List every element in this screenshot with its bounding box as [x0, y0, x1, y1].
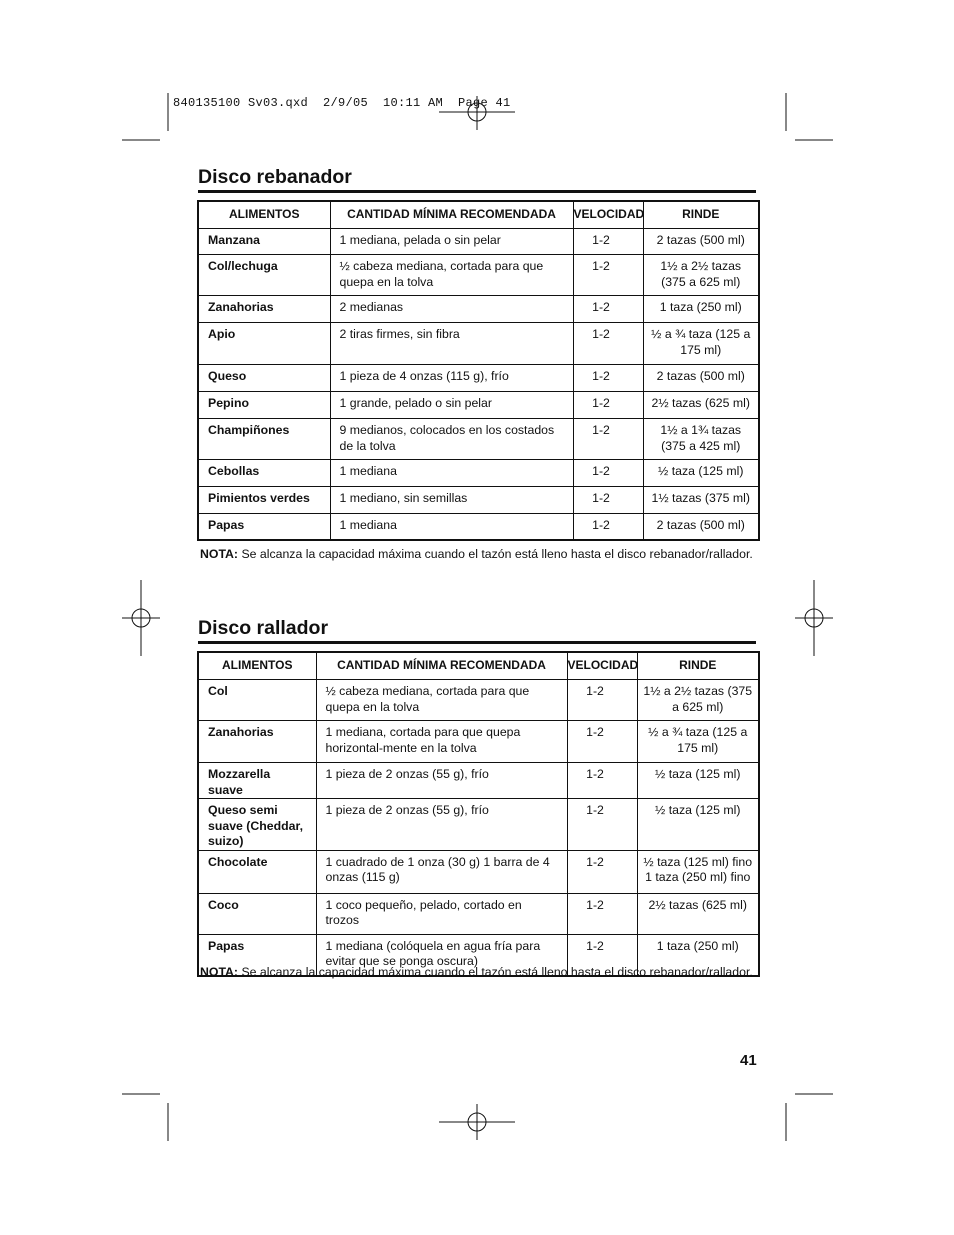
- speed-text: 1-2: [592, 259, 610, 273]
- cell-quantity: [330, 296, 573, 323]
- food-text: Mozzarella suave: [208, 767, 271, 797]
- cell-yield: [643, 296, 759, 323]
- note-text: Se alcanza la capacidad máxima cuando el tazón está lleno hasta el disco rebanador/rallador.: [238, 547, 753, 561]
- cell-yield: [643, 514, 759, 540]
- cell-food: [198, 680, 316, 721]
- registration-mark-right: [795, 580, 833, 656]
- slicing-note: [200, 547, 753, 561]
- cell-food: [198, 419, 330, 460]
- table-row: [198, 721, 759, 763]
- cell-speed: [573, 392, 643, 419]
- grating-table-body: [198, 680, 759, 977]
- speed-text: 1-2: [592, 491, 610, 505]
- cell-quantity: [330, 419, 573, 460]
- food-text: Queso: [208, 369, 247, 383]
- cell-speed: [567, 680, 637, 721]
- cell-quantity: [316, 680, 567, 721]
- cell-food: [198, 365, 330, 392]
- yield-text: 1½ tazas (375 ml): [651, 491, 750, 505]
- cell-food: [198, 296, 330, 323]
- cell-food: [198, 763, 316, 799]
- quantity-text: 1 pieza de 2 onzas (55 g), frío: [325, 803, 489, 817]
- food-text: Chocolate: [208, 854, 268, 869]
- cell-speed: [567, 850, 637, 893]
- column-header-quantity: CANTIDAD MÍNIMA RECOMENDADA: [316, 652, 567, 680]
- cell-quantity: [330, 323, 573, 365]
- cell-yield: [643, 255, 759, 296]
- cell-speed: [573, 255, 643, 296]
- cell-food: [198, 514, 330, 540]
- yield-text: ½ taza (125 ml): [655, 803, 741, 817]
- cell-yield: [637, 893, 759, 934]
- cell-yield: [643, 392, 759, 419]
- food-text: Zanahorias: [208, 300, 274, 314]
- quantity-text: 1 cuadrado de 1 onza (30 g) 1 barra de 4 onzas (115 g): [325, 854, 550, 884]
- cell-quantity: [316, 721, 567, 763]
- cell-food: [198, 487, 330, 514]
- table-row: [198, 229, 759, 255]
- table-row: [198, 255, 759, 296]
- yield-text: 1½ a 2½ tazas (375 a 625 ml): [660, 259, 742, 289]
- cell-speed: [573, 514, 643, 540]
- cell-quantity: [316, 893, 567, 934]
- cell-food: [198, 850, 316, 893]
- speed-text: 1-2: [586, 803, 604, 817]
- page-number: 41: [740, 1052, 757, 1069]
- cell-quantity: [316, 850, 567, 893]
- food-text: Col: [208, 684, 228, 698]
- yield-text: ½ taza (125 ml): [658, 464, 744, 478]
- speed-text: 1-2: [586, 767, 604, 781]
- food-text: Coco: [208, 897, 239, 912]
- quantity-text: 1 mediana, pelada o sin pelar: [339, 233, 501, 247]
- quantity-text: 1 grande, pelado o sin pelar: [339, 396, 492, 410]
- yield-text: 2 tazas (500 ml): [656, 233, 745, 247]
- note-text: Se alcanza la capacidad máxima cuando el tazón está lleno hasta el disco rebanador/rallador.: [238, 965, 753, 979]
- speed-text: 1-2: [592, 396, 610, 410]
- cell-speed: [573, 365, 643, 392]
- grating-title-rule: [198, 641, 756, 644]
- cell-speed: [573, 229, 643, 255]
- table-row: [198, 419, 759, 460]
- cell-quantity: [316, 799, 567, 851]
- cell-speed: [573, 323, 643, 365]
- cell-quantity: [330, 365, 573, 392]
- table-row: [198, 323, 759, 365]
- cell-speed: [567, 893, 637, 934]
- food-text: Pepino: [208, 396, 249, 410]
- yield-text: 1 taza (250 ml): [659, 300, 742, 314]
- slicing-table-body: [198, 229, 759, 540]
- food-text: Cebollas: [208, 464, 260, 478]
- column-header-food: ALIMENTOS: [198, 652, 316, 680]
- quantity-text: 1 mediana (colóquela en agua fría para evitar que se ponga oscura): [325, 938, 541, 968]
- quantity-text: 1 pieza de 2 onzas (55 g), frío: [325, 767, 489, 781]
- quantity-text: 9 medianos, colocados en los costados de la tolva: [339, 423, 555, 453]
- column-header-speed: VELOCIDAD: [567, 652, 637, 680]
- table-row: [198, 893, 759, 934]
- grating-table: [197, 651, 760, 977]
- food-text: Col/lechuga: [208, 259, 278, 273]
- slicing-disc-title: Disco rebanador: [198, 166, 352, 188]
- speed-text: 1-2: [592, 369, 610, 383]
- table-row: [198, 763, 759, 799]
- quantity-text: 1 mediana, cortada para que quepa horizontal-mente en la tolva: [325, 725, 521, 755]
- speed-text: 1-2: [586, 684, 604, 698]
- table-row: [198, 365, 759, 392]
- cell-quantity: [330, 514, 573, 540]
- cell-food: [198, 893, 316, 934]
- cell-yield: [637, 850, 759, 893]
- column-header-yield: RINDE: [637, 652, 759, 680]
- yield-text: 1½ a 2½ tazas (375 a 625 ml): [643, 684, 753, 714]
- table-row: [198, 850, 759, 893]
- table-header-row: [198, 652, 759, 680]
- cell-food: [198, 721, 316, 763]
- cell-quantity: [330, 487, 573, 514]
- food-text: Queso semi suave (Cheddar, suizo): [208, 803, 303, 848]
- cell-speed: [567, 721, 637, 763]
- speed-text: 1-2: [586, 897, 604, 912]
- yield-text: 2½ tazas (625 ml): [648, 897, 747, 912]
- quantity-text: 1 mediana: [339, 518, 397, 532]
- speed-text: 1-2: [592, 327, 610, 341]
- cell-speed: [573, 419, 643, 460]
- print-slug: 840135100 Sv03.qxd 2/9/05 10:11 AM Page 41: [173, 96, 511, 110]
- cell-yield: [643, 460, 759, 487]
- cell-speed: [567, 763, 637, 799]
- registration-mark-left: [122, 580, 160, 656]
- quantity-text: 2 medianas: [339, 300, 404, 314]
- quantity-text: ½ cabeza mediana, cortada para que quepa en la tolva: [339, 259, 544, 289]
- grating-disc-title: Disco rallador: [198, 617, 329, 639]
- food-text: Champiñones: [208, 423, 290, 437]
- cell-yield: [637, 763, 759, 799]
- cell-yield: [637, 680, 759, 721]
- cell-speed: [567, 799, 637, 851]
- slicing-table: [197, 200, 760, 541]
- speed-text: 1-2: [586, 854, 604, 869]
- table-row: [198, 487, 759, 514]
- quantity-text: 1 mediana: [339, 464, 397, 478]
- column-header-quantity: CANTIDAD MÍNIMA RECOMENDADA: [330, 201, 573, 229]
- cell-food: [198, 255, 330, 296]
- cell-food: [198, 799, 316, 851]
- food-text: Apio: [208, 327, 236, 341]
- speed-text: 1-2: [592, 518, 610, 532]
- yield-text: ½ a ¾ taza (125 a 175 ml): [651, 327, 751, 357]
- table-row: [198, 392, 759, 419]
- speed-text: 1-2: [592, 300, 610, 314]
- cell-speed: [573, 296, 643, 323]
- cell-yield: [643, 487, 759, 514]
- yield-text: 1½ a 1¾ tazas (375 a 425 ml): [660, 423, 742, 453]
- food-text: Papas: [208, 518, 245, 532]
- quantity-text: 2 tiras firmes, sin fibra: [339, 327, 460, 341]
- table-row: [198, 296, 759, 323]
- column-header-yield: RINDE: [643, 201, 759, 229]
- food-text: Pimientos verdes: [208, 491, 310, 505]
- speed-text: 1-2: [586, 938, 604, 953]
- cell-yield: [643, 419, 759, 460]
- speed-text: 1-2: [586, 725, 604, 739]
- note-label: NOTA:: [200, 965, 239, 979]
- quantity-text: 1 coco pequeño, pelado, cortado en trozos: [325, 897, 522, 927]
- cell-yield: [637, 721, 759, 763]
- cell-speed: [573, 487, 643, 514]
- table-row: [198, 680, 759, 721]
- speed-text: 1-2: [592, 233, 610, 247]
- registration-mark-bottom: [439, 1104, 515, 1140]
- food-text: Zanahorias: [208, 725, 274, 739]
- food-text: Papas: [208, 938, 245, 953]
- yield-text: ½ a ¾ taza (125 a 175 ml): [648, 725, 748, 755]
- cell-yield: [637, 799, 759, 851]
- yield-text: 2½ tazas (625 ml): [651, 396, 750, 410]
- slicing-title-rule: [198, 190, 756, 193]
- quantity-text: 1 pieza de 4 onzas (115 g), frío: [339, 369, 509, 383]
- cell-quantity: [330, 255, 573, 296]
- table-row: [198, 460, 759, 487]
- cell-food: [198, 229, 330, 255]
- cell-food: [198, 460, 330, 487]
- cell-yield: [643, 323, 759, 365]
- food-text: Manzana: [208, 233, 260, 247]
- grating-note: [200, 965, 753, 979]
- yield-text: ½ taza (125 ml) fino 1 taza (250 ml) fino: [643, 854, 753, 884]
- speed-text: 1-2: [592, 423, 610, 437]
- cell-food: [198, 323, 330, 365]
- cell-yield: [643, 365, 759, 392]
- table-row: [198, 799, 759, 851]
- table-row: [198, 514, 759, 540]
- cell-quantity: [330, 460, 573, 487]
- cell-food: [198, 392, 330, 419]
- yield-text: ½ taza (125 ml): [655, 767, 741, 781]
- speed-text: 1-2: [592, 464, 610, 478]
- column-header-speed: VELOCIDAD: [573, 201, 643, 229]
- column-header-food: ALIMENTOS: [198, 201, 330, 229]
- yield-text: 1 taza (250 ml): [656, 938, 739, 953]
- yield-text: 2 tazas (500 ml): [656, 518, 745, 532]
- quantity-text: ½ cabeza mediana, cortada para que quepa en la tolva: [325, 684, 530, 714]
- table-header-row: [198, 201, 759, 229]
- cell-quantity: [330, 392, 573, 419]
- cell-quantity: [330, 229, 573, 255]
- yield-text: 2 tazas (500 ml): [656, 369, 745, 383]
- cell-quantity: [316, 763, 567, 799]
- cell-speed: [573, 460, 643, 487]
- note-label: NOTA:: [200, 547, 239, 561]
- quantity-text: 1 mediano, sin semillas: [339, 491, 468, 505]
- cell-yield: [643, 229, 759, 255]
